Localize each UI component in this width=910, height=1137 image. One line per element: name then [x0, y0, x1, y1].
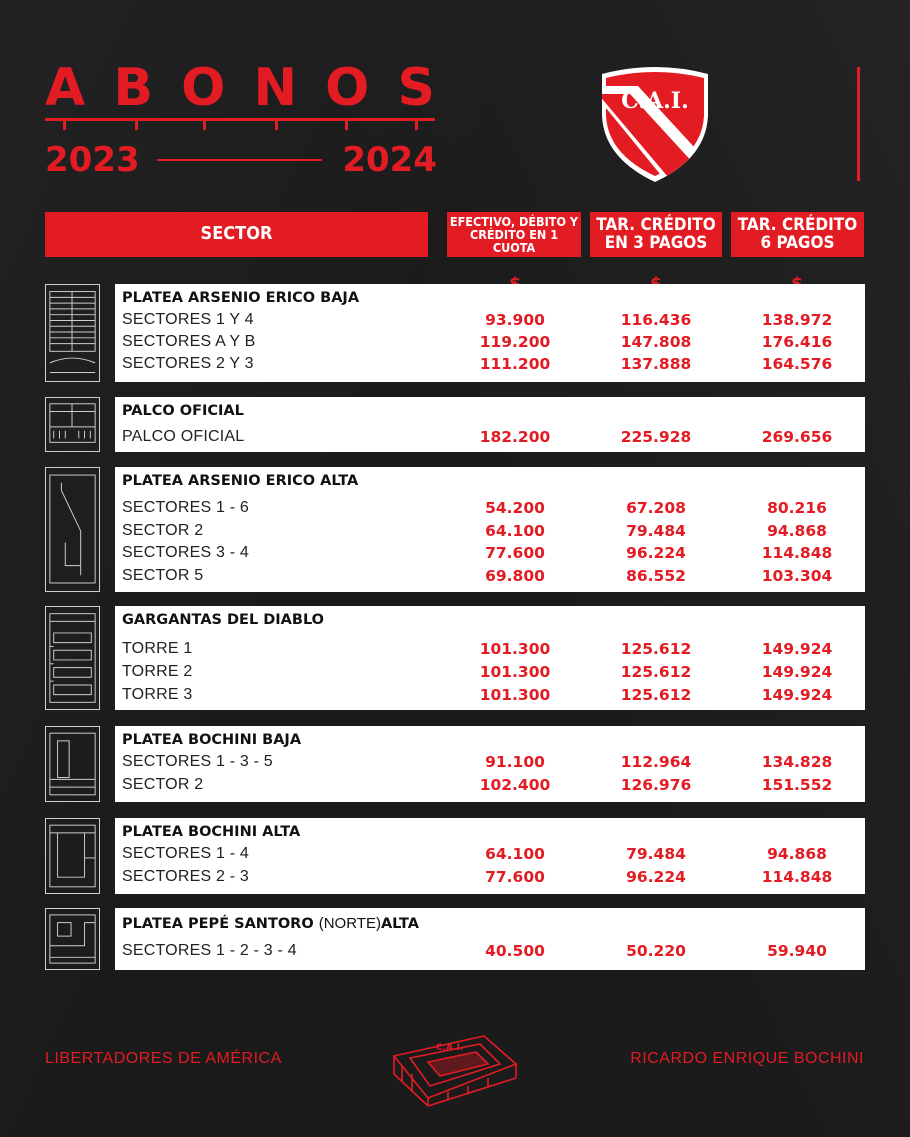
price-three: 112.964	[620, 753, 692, 771]
price-six: 138.972	[761, 311, 833, 329]
row-label: SECTOR 2	[122, 522, 204, 539]
section-card	[115, 818, 865, 894]
header-cash-line2: CRÉDITO EN 1 CUOTA	[469, 226, 559, 256]
row-label: SECTORES 1 - 4	[122, 845, 249, 862]
price-cash: 93.900	[485, 311, 545, 329]
row-label: SECTORES 2 Y 3	[122, 355, 254, 372]
price-three: 126.976	[620, 776, 692, 794]
row-label: SECTORES A Y B	[122, 333, 256, 350]
header-six-line1: TAR. CRÉDITO	[737, 214, 858, 235]
header-accent-bar	[857, 67, 860, 181]
price-six: 269.656	[761, 428, 833, 446]
table-row	[115, 843, 865, 865]
title-letter: B	[113, 58, 154, 118]
stand-map-icon	[45, 284, 100, 382]
section-title: GARGANTAS DEL DIABLO	[122, 612, 325, 628]
footer-left-text: LIBERTADORES DE AMÉRICA	[45, 1050, 282, 1067]
section-title: PLATEA BOCHINI BAJA	[122, 732, 302, 748]
section-title: PALCO OFICIAL	[122, 403, 244, 419]
price-cash: 77.600	[485, 544, 545, 562]
row-label: TORRE 3	[122, 686, 193, 703]
row-label: PALCO OFICIAL	[122, 428, 245, 445]
header-cash-line1: EFECTIVO, DÉBITO Y	[449, 213, 579, 229]
price-three: 147.808	[620, 333, 692, 351]
price-three: 79.484	[626, 522, 686, 540]
table-row	[115, 661, 865, 683]
header-three-payments	[590, 212, 722, 257]
price-three: 125.612	[620, 686, 692, 704]
price-six: 149.924	[761, 640, 833, 658]
table-row	[115, 309, 865, 331]
stand-map-icon	[45, 606, 100, 710]
stadium-icon	[388, 1026, 520, 1108]
price-three: 225.928	[620, 428, 692, 446]
page-title	[45, 58, 435, 118]
price-six: 114.848	[761, 544, 833, 562]
price-three: 96.224	[626, 544, 686, 562]
year-end: 2024	[342, 140, 437, 180]
price-three: 96.224	[626, 868, 686, 886]
price-cash: 182.200	[479, 428, 551, 446]
title-letter: O	[325, 58, 370, 118]
table-row	[115, 565, 865, 587]
price-cash: 54.200	[485, 499, 545, 517]
row-label: TORRE 2	[122, 663, 193, 680]
table-row	[115, 684, 865, 706]
price-three: 50.220	[626, 942, 686, 960]
club-crest-icon	[598, 66, 712, 184]
price-cash: 111.200	[479, 355, 551, 373]
table-row	[115, 638, 865, 660]
season-years	[45, 140, 437, 180]
section-title-main: PLATEA PEPÉ SANTORO	[122, 916, 314, 932]
price-six: 164.576	[761, 355, 833, 373]
section-card	[115, 467, 865, 592]
section-card	[115, 908, 865, 970]
price-six: 176.416	[761, 333, 833, 351]
table-row	[115, 542, 865, 564]
table-row	[115, 426, 865, 448]
price-six: 114.848	[761, 868, 833, 886]
table-row	[115, 751, 865, 773]
price-six: 80.216	[767, 499, 827, 517]
stand-map-icon	[45, 908, 100, 970]
table-row	[115, 331, 865, 353]
row-label: TORRE 1	[122, 640, 193, 657]
price-six: 94.868	[767, 845, 827, 863]
stand-map-icon	[45, 397, 100, 452]
year-start: 2023	[45, 140, 140, 180]
section-card	[115, 284, 865, 382]
section-title-note: (NORTE)	[318, 915, 381, 932]
price-six: 94.868	[767, 522, 827, 540]
price-six: 103.304	[761, 567, 833, 585]
year-divider	[157, 159, 322, 161]
price-cash: 101.300	[479, 663, 551, 681]
section-title: PLATEA BOCHINI ALTA	[122, 824, 301, 840]
title-letter: S	[397, 58, 435, 118]
table-row	[115, 497, 865, 519]
header-sector: SECTOR	[45, 212, 428, 257]
stand-map-icon	[45, 818, 100, 894]
price-six: 134.828	[761, 753, 833, 771]
price-three: 86.552	[626, 567, 686, 585]
price-six: 59.940	[767, 942, 827, 960]
price-cash: 101.300	[479, 640, 551, 658]
header-three-line1: TAR. CRÉDITO	[596, 214, 716, 235]
price-three: 125.612	[620, 663, 692, 681]
table-row	[115, 940, 865, 962]
price-cash: 69.800	[485, 567, 545, 585]
section-card	[115, 397, 865, 452]
price-three: 137.888	[620, 355, 692, 373]
row-label: SECTORES 3 - 4	[122, 544, 249, 561]
table-row	[115, 866, 865, 888]
title-block	[45, 58, 435, 128]
price-three: 67.208	[626, 499, 686, 517]
section-title-end: ALTA	[380, 916, 420, 932]
price-cash: 77.600	[485, 868, 545, 886]
price-six: 149.924	[761, 686, 833, 704]
title-letter: O	[181, 58, 226, 118]
row-label: SECTORES 1 - 3 - 5	[122, 753, 273, 770]
stand-map-icon	[45, 467, 100, 592]
title-ruler	[45, 118, 435, 128]
price-cash: 64.100	[485, 845, 545, 863]
section-title	[122, 915, 419, 932]
row-label: SECTORES 2 - 3	[122, 868, 249, 885]
table-row	[115, 774, 865, 796]
section-title: PLATEA ARSENIO ERICO BAJA	[122, 290, 360, 306]
price-three: 116.436	[620, 311, 692, 329]
price-six: 149.924	[761, 663, 833, 681]
table-row	[115, 520, 865, 542]
header-cash	[447, 212, 581, 257]
price-cash: 40.500	[485, 942, 545, 960]
svg-text:C.A.I.: C.A.I.	[621, 88, 689, 114]
footer-right-text: RICARDO ENRIQUE BOCHINI	[630, 1050, 864, 1067]
price-cash: 64.100	[485, 522, 545, 540]
section-card	[115, 726, 865, 802]
section-card	[115, 606, 865, 710]
price-cash: 102.400	[479, 776, 551, 794]
header-six-payments	[731, 212, 864, 257]
row-label: SECTOR 5	[122, 567, 204, 584]
price-three: 79.484	[626, 845, 686, 863]
row-label: SECTORES 1 Y 4	[122, 311, 254, 328]
table-row	[115, 353, 865, 375]
svg-text:C.A.I.: C.A.I.	[436, 1043, 464, 1053]
row-label: SECTORES 1 - 2 - 3 - 4	[122, 942, 297, 959]
title-letter: A	[45, 58, 86, 118]
title-letter: N	[253, 58, 298, 118]
header-six-line2: 6 PAGOS	[760, 232, 835, 253]
row-label: SECTORES 1 - 6	[122, 499, 249, 516]
row-label: SECTOR 2	[122, 776, 204, 793]
price-cash: 91.100	[485, 753, 545, 771]
price-cash: 101.300	[479, 686, 551, 704]
section-title: PLATEA ARSENIO ERICO ALTA	[122, 473, 359, 489]
price-three: 125.612	[620, 640, 692, 658]
price-six: 151.552	[761, 776, 833, 794]
header-three-line2: EN 3 PAGOS	[604, 232, 708, 253]
price-cash: 119.200	[479, 333, 551, 351]
stand-map-icon	[45, 726, 100, 802]
